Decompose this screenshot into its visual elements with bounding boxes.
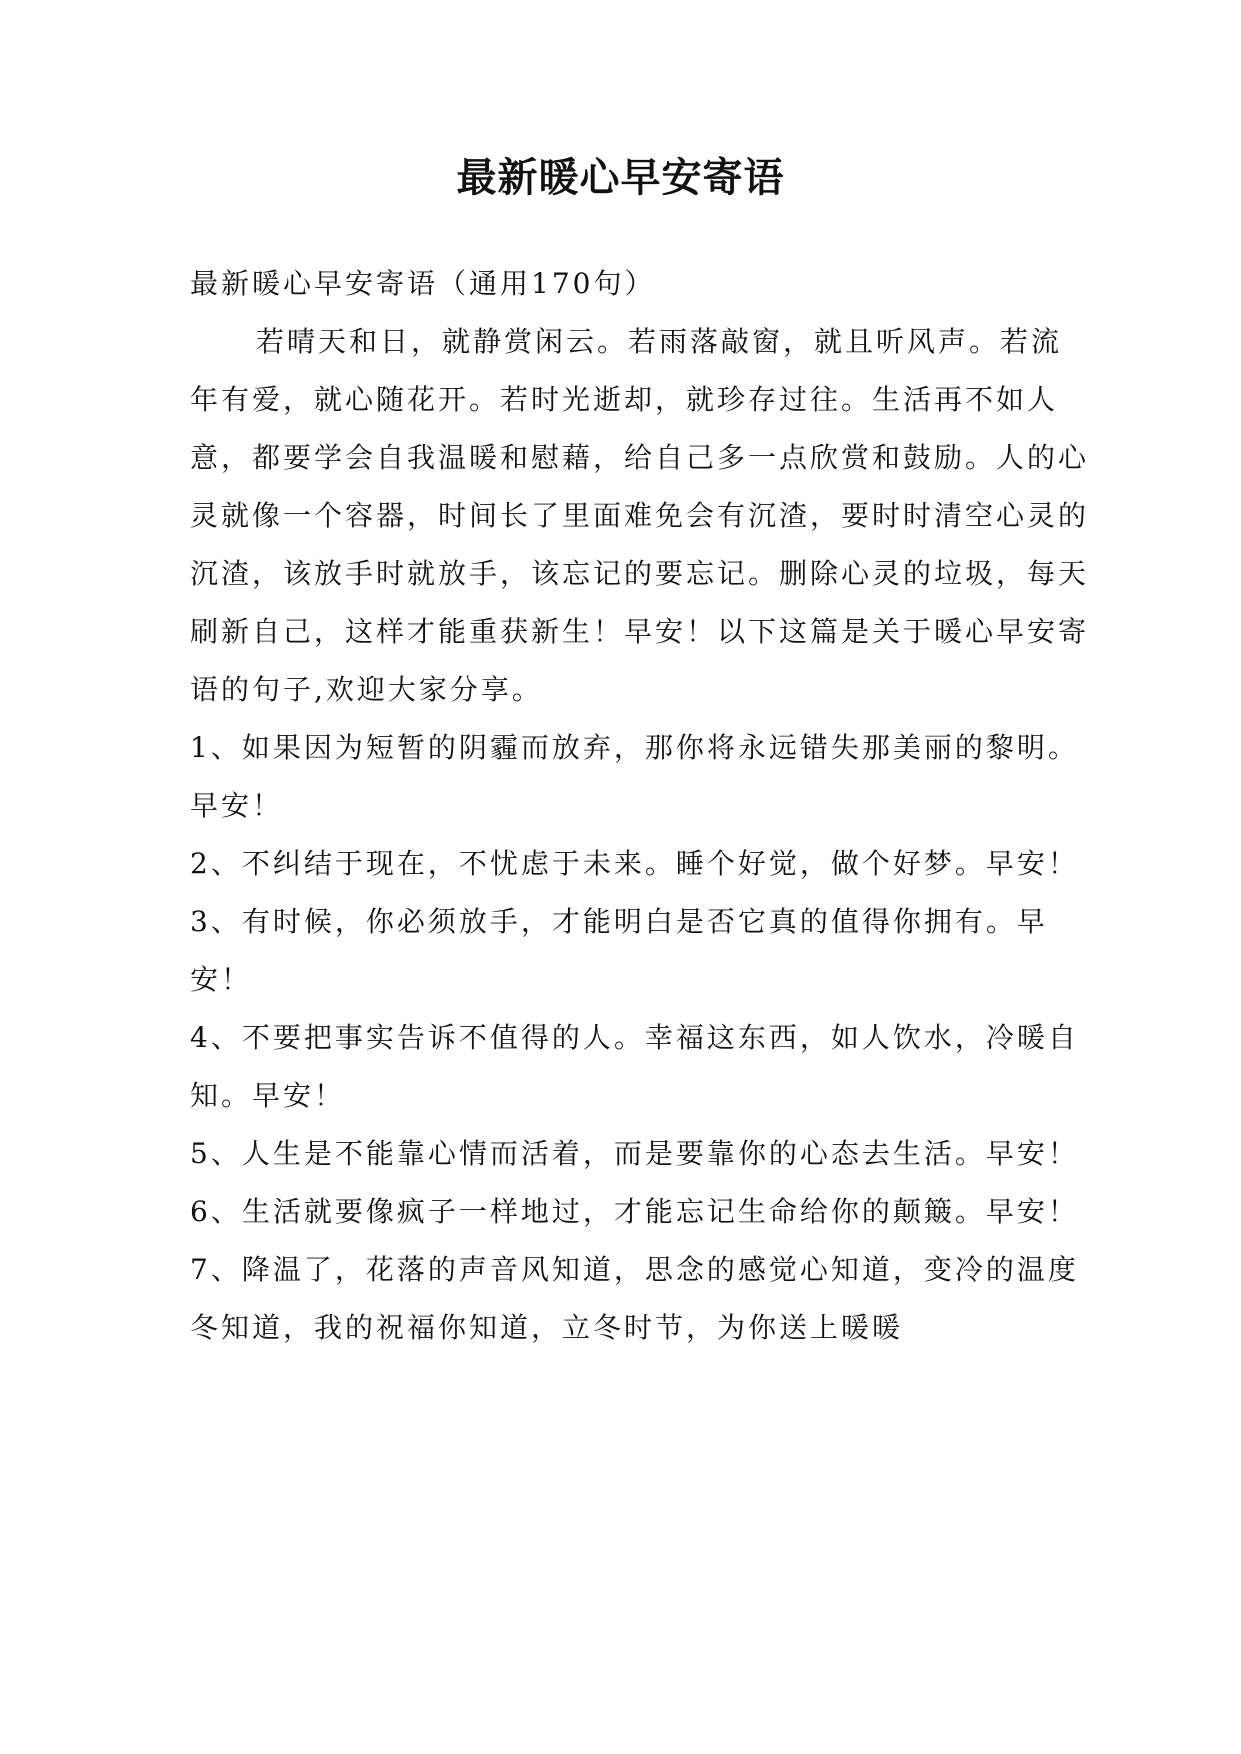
quote-item: 2、不纠结于现在，不忧虑于未来。睡个好觉，做个好梦。早安！ bbox=[190, 847, 1079, 880]
document-subtitle: 最新暖心早安寄语（通用170句） bbox=[190, 267, 656, 300]
quote-item: 1、如果因为短暂的阴霾而放弃，那你将永远错失那美丽的黎明。早安！ bbox=[190, 731, 1079, 822]
quote-item: 4、不要把事实告诉不值得的人。幸福这东西，如人饮水，冷暖自知。早安！ bbox=[190, 1021, 1079, 1112]
document-title: 最新暖心早安寄语 bbox=[456, 154, 785, 201]
quote-item: 7、降温了，花落的声音风知道，思念的感觉心知道，变冷的温度冬知道，我的祝福你知道，立冬时节，为你送上暖暖 bbox=[190, 1253, 1079, 1344]
document-body bbox=[190, 255, 1090, 1357]
quote-item: 3、有时候，你必须放手，才能明白是否它真的值得你拥有。早安！ bbox=[190, 905, 1048, 996]
quote-item: 5、人生是不能靠心情而活着，而是要靠你的心态去生活。早安！ bbox=[190, 1137, 1079, 1170]
intro-paragraph: 若晴天和日，就静赏闲云。若雨落敲窗，就且听风声。若流年有爱，就心随花开。若时光逝却，就珍存过往。生活再不如人意，都要学会自我温暖和慰藉，给自己多一点欣赏和鼓励。人的心灵就像一个容器，时间长了里面难免会有沉渣，要时时清空心灵的沉渣，该放手时就放手，该忘记的要忘记。删除心灵的垃圾，每天刷新自己，这样才能重获新生！早安！以下这篇是关于暖心早安寄语的句子,欢迎大家分享。 bbox=[190, 325, 1090, 706]
quote-item: 6、生活就要像疯子一样地过，才能忘记生命给你的颠簸。早安！ bbox=[190, 1195, 1079, 1228]
